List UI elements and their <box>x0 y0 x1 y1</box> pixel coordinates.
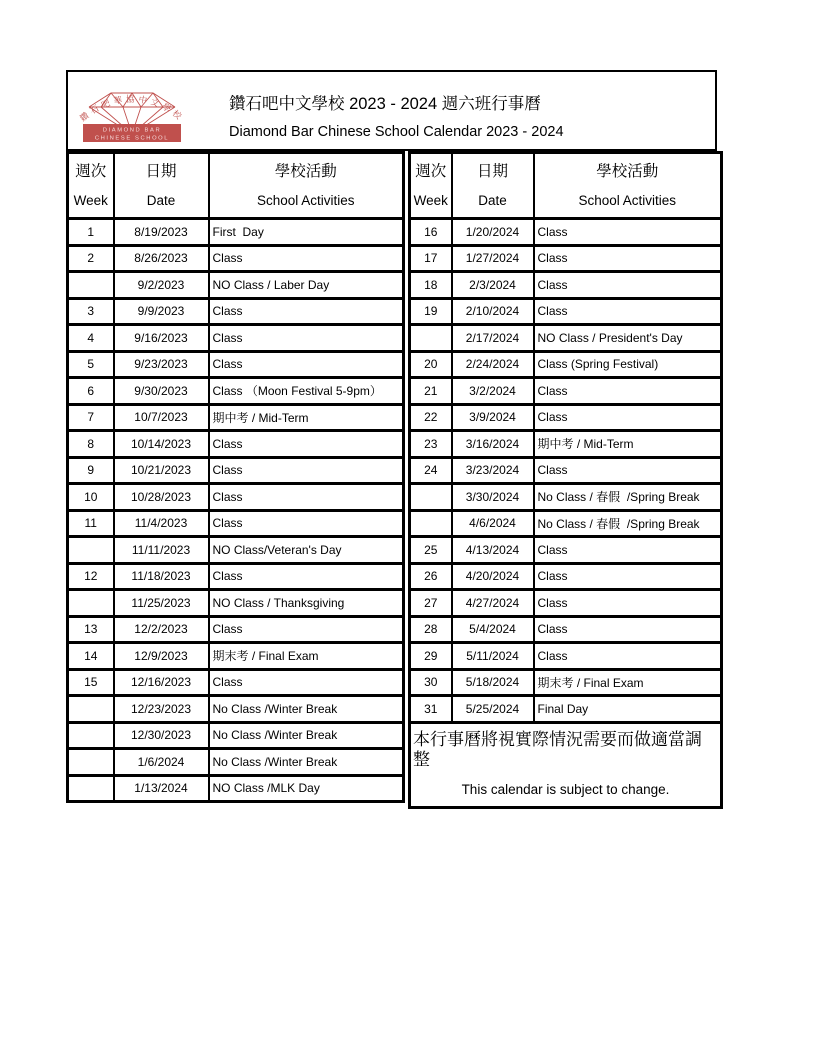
date-cell: 9/2/2023 <box>114 272 209 299</box>
footer-note-row <box>410 722 722 807</box>
header-row <box>68 153 404 219</box>
activity-cell: Class <box>209 298 404 325</box>
col-header-date <box>452 153 534 219</box>
activity-cell: NO Class / President's Day <box>534 325 722 352</box>
table-row <box>68 669 404 696</box>
table-row <box>68 404 404 431</box>
activity-cell: 期末考 / Final Exam <box>209 643 404 670</box>
table-row <box>410 298 722 325</box>
activity-cell: NO Class / Thanksgiving <box>209 590 404 617</box>
diamond-logo-icon <box>71 78 193 144</box>
logo-banner-line2: CHINESE SCHOOL <box>94 135 170 141</box>
table-row <box>410 219 722 246</box>
date-cell: 3/16/2024 <box>452 431 534 458</box>
table-row <box>68 563 404 590</box>
col-header-date <box>114 153 209 219</box>
table-row <box>68 298 404 325</box>
date-cell: 3/9/2024 <box>452 404 534 431</box>
activity-cell: 期中考 / Mid-Term <box>534 431 722 458</box>
activity-cell: Class <box>534 643 722 670</box>
week-cell: 12 <box>68 563 114 590</box>
page-title-en: Diamond Bar Chinese School Calendar 2023 - 2024 <box>229 123 564 140</box>
date-cell: 12/16/2023 <box>114 669 209 696</box>
date-cell: 9/23/2023 <box>114 351 209 378</box>
date-cell: 11/11/2023 <box>114 537 209 564</box>
header-row <box>410 153 722 219</box>
week-cell: 30 <box>410 669 452 696</box>
week-cell: 19 <box>410 298 452 325</box>
date-header-en: Date <box>146 193 176 208</box>
table-row <box>68 245 404 272</box>
activity-cell: Class <box>534 245 722 272</box>
activities-header-en: School Activities <box>578 193 677 208</box>
table-row <box>68 325 404 352</box>
title-block <box>229 82 564 139</box>
date-cell: 10/14/2023 <box>114 431 209 458</box>
table-row <box>410 245 722 272</box>
week-cell: 16 <box>410 219 452 246</box>
date-cell: 4/27/2024 <box>452 590 534 617</box>
activities-header-zh: 學校活動 <box>596 163 659 180</box>
week-cell <box>68 272 114 299</box>
week-header-en: Week <box>73 193 108 208</box>
table-row <box>410 484 722 511</box>
activity-cell: Class <box>534 404 722 431</box>
activity-cell: Class <box>209 325 404 352</box>
week-cell: 10 <box>68 484 114 511</box>
week-cell: 29 <box>410 643 452 670</box>
activity-cell: Class <box>534 616 722 643</box>
table-row <box>68 510 404 537</box>
table-row <box>68 351 404 378</box>
school-logo <box>71 78 193 144</box>
table-row <box>68 749 404 776</box>
activity-cell: No Class /Winter Break <box>209 696 404 723</box>
week-cell <box>68 696 114 723</box>
date-cell: 9/30/2023 <box>114 378 209 405</box>
activity-cell: Class <box>209 431 404 458</box>
activity-cell: Class <box>209 616 404 643</box>
activity-cell: Class (Spring Festival) <box>534 351 722 378</box>
week-cell: 3 <box>68 298 114 325</box>
week-cell: 31 <box>410 696 452 723</box>
col-header-activities <box>534 153 722 219</box>
week-cell: 2 <box>68 245 114 272</box>
col-header-week <box>410 153 452 219</box>
date-cell: 12/2/2023 <box>114 616 209 643</box>
logo-banner <box>83 124 181 142</box>
table-row <box>410 537 722 564</box>
activity-cell: Class <box>209 245 404 272</box>
table-row <box>410 696 722 723</box>
table-row <box>410 431 722 458</box>
activity-cell: Class <box>534 378 722 405</box>
week-cell <box>68 749 114 776</box>
table-row <box>68 590 404 617</box>
week-cell: 21 <box>410 378 452 405</box>
table-row <box>68 616 404 643</box>
week-cell <box>410 510 452 537</box>
week-cell <box>68 722 114 749</box>
week-cell: 1 <box>68 219 114 246</box>
week-cell <box>410 484 452 511</box>
activity-cell: Class <box>534 590 722 617</box>
table-row <box>410 590 722 617</box>
date-cell: 4/6/2024 <box>452 510 534 537</box>
table-row <box>410 378 722 405</box>
table-row <box>68 696 404 723</box>
week-cell: 20 <box>410 351 452 378</box>
calendar-table-fall <box>66 151 405 803</box>
table-row <box>68 775 404 802</box>
calendar-tables <box>66 151 723 809</box>
date-cell: 1/13/2024 <box>114 775 209 802</box>
week-cell <box>68 590 114 617</box>
table-row <box>68 722 404 749</box>
date-cell: 5/11/2024 <box>452 643 534 670</box>
activity-cell: Class <box>534 219 722 246</box>
activity-cell: Final Day <box>534 696 722 723</box>
date-cell: 12/23/2023 <box>114 696 209 723</box>
footer-note-zh: 本行事曆將視實際情況需要而做適當調整 <box>413 729 702 769</box>
date-cell: 11/25/2023 <box>114 590 209 617</box>
activity-cell: Class <box>534 563 722 590</box>
date-cell: 10/28/2023 <box>114 484 209 511</box>
table-row <box>410 510 722 537</box>
activity-cell: Class <box>534 272 722 299</box>
week-cell: 14 <box>68 643 114 670</box>
date-cell: 12/30/2023 <box>114 722 209 749</box>
table-row <box>410 351 722 378</box>
date-cell: 3/30/2024 <box>452 484 534 511</box>
table-row <box>410 616 722 643</box>
col-header-activities <box>209 153 404 219</box>
activity-cell: Class <box>209 484 404 511</box>
activity-cell: Class <box>209 563 404 590</box>
calendar-table-spring <box>408 151 723 809</box>
table-row <box>410 272 722 299</box>
activity-cell: No Class / 春假 /Spring Break <box>534 484 722 511</box>
date-cell: 3/2/2024 <box>452 378 534 405</box>
week-cell: 25 <box>410 537 452 564</box>
date-cell: 4/13/2024 <box>452 537 534 564</box>
activity-cell: NO Class / Laber Day <box>209 272 404 299</box>
date-cell: 3/23/2024 <box>452 457 534 484</box>
date-header-en: Date <box>478 193 507 208</box>
activity-cell: 期中考 / Mid-Term <box>209 404 404 431</box>
week-cell: 11 <box>68 510 114 537</box>
table-row <box>68 484 404 511</box>
week-cell: 28 <box>410 616 452 643</box>
activity-cell: Class <box>534 537 722 564</box>
table-row <box>68 537 404 564</box>
table-row <box>68 431 404 458</box>
table-row <box>410 643 722 670</box>
week-cell: 13 <box>68 616 114 643</box>
footer-note-en: This calendar is subject to change. <box>461 782 670 798</box>
logo-arc-text: 鑽石吧華協中文學校 <box>77 93 187 123</box>
week-cell: 4 <box>68 325 114 352</box>
week-header-en: Week <box>413 193 448 208</box>
page-title-zh: 鑽石吧中文學校 2023 - 2024 週六班行事曆 <box>229 95 541 113</box>
activity-cell: First Day <box>209 219 404 246</box>
table-row <box>68 378 404 405</box>
document-header <box>66 70 717 151</box>
date-cell: 10/7/2023 <box>114 404 209 431</box>
activity-cell: No Class /Winter Break <box>209 749 404 776</box>
week-cell: 22 <box>410 404 452 431</box>
activity-cell: Class <box>209 669 404 696</box>
date-cell: 2/3/2024 <box>452 272 534 299</box>
activity-cell: Class （Moon Festival 5-9pm） <box>209 378 404 405</box>
activity-cell: NO Class/Veteran's Day <box>209 537 404 564</box>
week-cell: 15 <box>68 669 114 696</box>
week-cell: 8 <box>68 431 114 458</box>
table-row <box>68 457 404 484</box>
date-cell: 8/26/2023 <box>114 245 209 272</box>
date-header-zh: 日期 <box>145 163 177 180</box>
date-cell: 1/27/2024 <box>452 245 534 272</box>
date-cell: 11/18/2023 <box>114 563 209 590</box>
table-row <box>410 325 722 352</box>
activity-cell: Class <box>209 457 404 484</box>
date-cell: 5/18/2024 <box>452 669 534 696</box>
activity-cell: Class <box>209 351 404 378</box>
date-cell: 11/4/2023 <box>114 510 209 537</box>
week-cell: 6 <box>68 378 114 405</box>
week-cell <box>68 775 114 802</box>
week-cell: 7 <box>68 404 114 431</box>
table-row <box>68 272 404 299</box>
table-row <box>68 643 404 670</box>
activity-cell: No Class / 春假 /Spring Break <box>534 510 722 537</box>
date-cell: 1/6/2024 <box>114 749 209 776</box>
table-row <box>410 563 722 590</box>
week-cell <box>410 325 452 352</box>
logo-banner-line1: DIAMOND BAR <box>102 127 162 133</box>
date-cell: 12/9/2023 <box>114 643 209 670</box>
activity-cell: NO Class /MLK Day <box>209 775 404 802</box>
activities-header-zh: 學校活動 <box>274 163 337 180</box>
date-cell: 1/20/2024 <box>452 219 534 246</box>
week-cell <box>68 537 114 564</box>
date-cell: 9/16/2023 <box>114 325 209 352</box>
table-row <box>410 404 722 431</box>
week-cell: 23 <box>410 431 452 458</box>
col-header-week <box>68 153 114 219</box>
week-cell: 26 <box>410 563 452 590</box>
table-row <box>410 457 722 484</box>
activity-cell: Class <box>209 510 404 537</box>
date-cell: 5/4/2024 <box>452 616 534 643</box>
week-cell: 17 <box>410 245 452 272</box>
footer-note-cell <box>410 722 722 807</box>
date-cell: 9/9/2023 <box>114 298 209 325</box>
date-cell: 2/17/2024 <box>452 325 534 352</box>
date-cell: 10/21/2023 <box>114 457 209 484</box>
week-cell: 5 <box>68 351 114 378</box>
date-cell: 8/19/2023 <box>114 219 209 246</box>
date-cell: 4/20/2024 <box>452 563 534 590</box>
week-cell: 24 <box>410 457 452 484</box>
activity-cell: Class <box>534 298 722 325</box>
date-cell: 2/10/2024 <box>452 298 534 325</box>
activities-header-en: School Activities <box>256 193 355 208</box>
activity-cell: Class <box>534 457 722 484</box>
date-cell: 2/24/2024 <box>452 351 534 378</box>
table-row <box>68 219 404 246</box>
week-header-zh: 週次 <box>415 163 447 180</box>
week-cell: 27 <box>410 590 452 617</box>
date-cell: 5/25/2024 <box>452 696 534 723</box>
week-cell: 18 <box>410 272 452 299</box>
week-cell: 9 <box>68 457 114 484</box>
table-row <box>410 669 722 696</box>
activity-cell: 期末考 / Final Exam <box>534 669 722 696</box>
week-header-zh: 週次 <box>75 163 107 180</box>
date-header-zh: 日期 <box>476 163 508 180</box>
activity-cell: No Class /Winter Break <box>209 722 404 749</box>
